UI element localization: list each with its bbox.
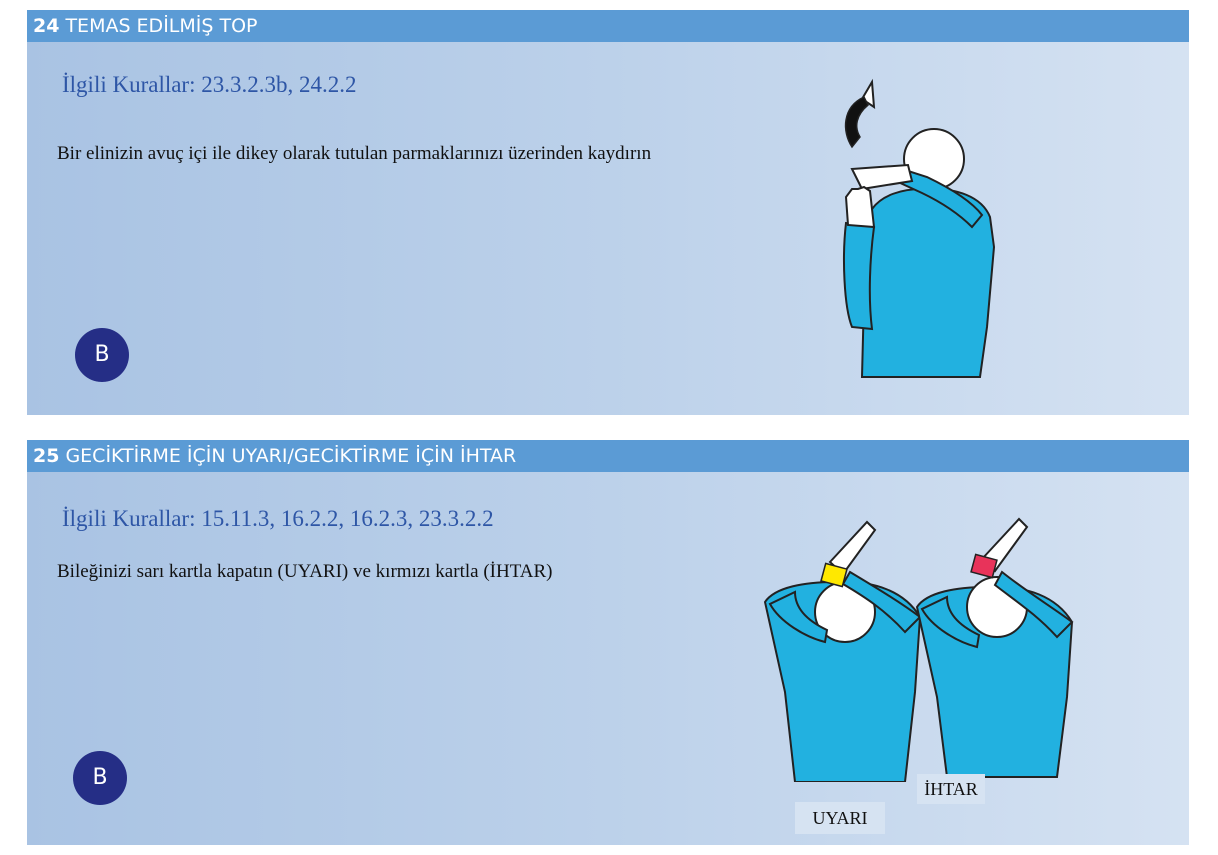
section-title: GECİKTİRME İÇİN UYARI/GECİKTİRME İÇİN İHTAR: [65, 445, 517, 467]
level-badge: B: [75, 328, 129, 382]
section-panel: [27, 42, 1189, 415]
section-24: [27, 10, 1189, 415]
referee-expulsion-figure: [907, 497, 1107, 782]
signal-description: Bir elinizin avuç içi ile dikey olarak tutulan parmaklarınızı üzerinden kaydırın: [57, 143, 652, 164]
section-panel: [27, 472, 1189, 845]
caption-warning: UYARI: [795, 802, 885, 834]
level-badge: B: [73, 751, 127, 805]
section-title: TEMAS EDİLMİŞ TOP: [65, 15, 258, 37]
section-header: [27, 440, 1189, 472]
section-number: 24: [33, 15, 60, 37]
caption-expulsion: İHTAR: [917, 774, 985, 804]
section-25: [27, 440, 1189, 845]
signal-description: Bileğinizi sarı kartla kapatın (UYARI) ve kırmızı kartla (İHTAR): [57, 561, 553, 582]
referee-ball-touched-figure: [822, 77, 1002, 382]
section-header: [27, 10, 1189, 42]
related-rules: İlgili Kurallar: 15.11.3, 16.2.2, 16.2.3, 23.3.2.2: [62, 506, 494, 531]
related-rules: İlgili Kurallar: 23.3.2.3b, 24.2.2: [62, 72, 357, 97]
section-number: 25: [33, 445, 60, 467]
